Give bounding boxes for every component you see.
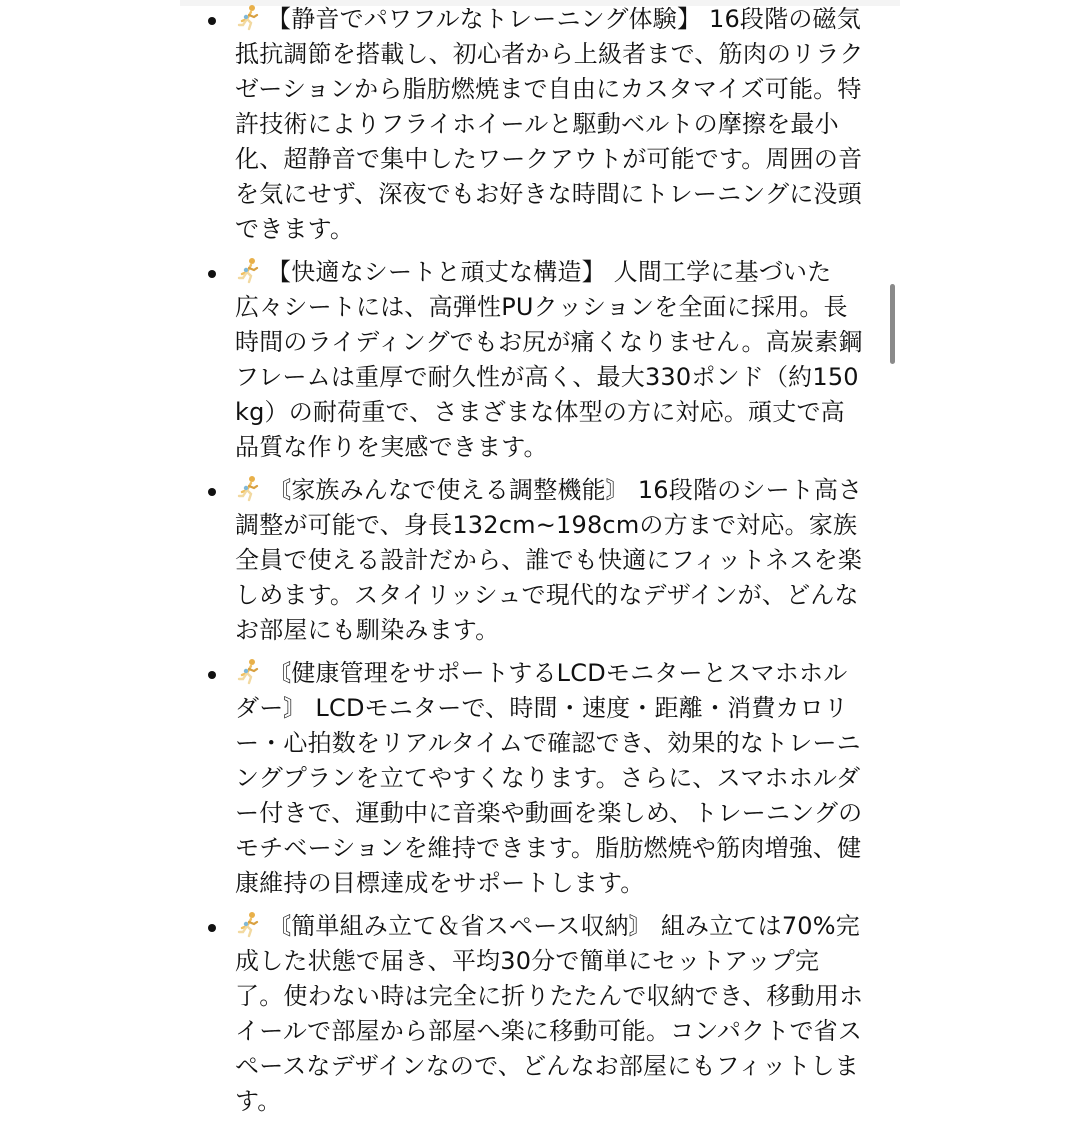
runner-icon <box>235 910 263 938</box>
feature-item-3 <box>180 473 865 648</box>
feature-list <box>180 2 900 1127</box>
feature-item-1 <box>180 2 865 247</box>
runner-icon <box>235 256 263 284</box>
scrollbar-thumb[interactable] <box>890 284 895 364</box>
feature-text: 〘家族みんなで使える調整機能〙 16段階のシート高さ調整が可能で、身長132cm~198cmの方まで対応。家族全員で使える設計だから、誰でも快適にフィットネスを楽しめます。スタイリッシュで現代的なデザインが、どんなお部屋にも馴染みます。 <box>235 476 863 644</box>
runner-icon <box>235 657 263 685</box>
feature-item-2 <box>180 255 865 465</box>
feature-text: 【静音でパワフルなトレーニング体験】 16段階の磁気抵抗調節を搭載し、初心者から上級者まで、筋肉のリラクゼーションから脂肪燃焼まで自由にカスタマイズ可能。特許技術によりフライホイールと駆動ベルトの摩擦を最小化、超静音で集中したワークアウトが可能です。周囲の音を気にせず、深夜でもお好きな時間にトレーニングに没頭できます。 <box>235 5 864 243</box>
feature-text: 〘簡単組み立て＆省スペース収納〙 組み立ては70%完成した状態で届き、平均30分で簡単にセットアップ完了。使わない時は完全に折りたたんで収納でき、移動用ホイールで部屋から部屋へ楽に移動可能。コンパクトで省スペースなデザインなので、どんなお部屋にもフィットします。 <box>235 912 864 1115</box>
feature-item-5 <box>180 909 865 1119</box>
runner-icon <box>235 474 263 502</box>
product-description <box>180 0 900 1115</box>
runner-icon <box>235 3 263 31</box>
bullet-dot <box>208 17 216 25</box>
bullet-dot <box>208 488 216 496</box>
feature-item-4 <box>180 656 865 901</box>
bullet-dot <box>208 270 216 278</box>
feature-text: 〘健康管理をサポートするLCDモニターとスマホホルダー〙 LCDモニターで、時間・速度・距離・消費カロリー・心拍数をリアルタイムで確認でき、効果的なトレーニングプランを立てやすくなります。さらに、スマホホルダー付きで、運動中に音楽や動画を楽しめ、トレーニングのモチベーションを維持できます。脂肪燃焼や筋肉増強、健康維持の目標達成をサポートします。 <box>235 659 863 897</box>
feature-text: 【快適なシートと頑丈な構造】 人間工学に基づいた広々シートには、高弾性PUクッションを全面に採用。長時間のライディングでもお尻が痛くなりません。高炭素鋼フレームは重厚で耐久性が高く、最大330ポンド（約150kg）の耐荷重で、さまざまな体型の方に対応。頑丈で高品質な作りを実感できます。 <box>235 258 863 461</box>
bullet-dot <box>208 924 216 932</box>
bullet-dot <box>208 671 216 679</box>
